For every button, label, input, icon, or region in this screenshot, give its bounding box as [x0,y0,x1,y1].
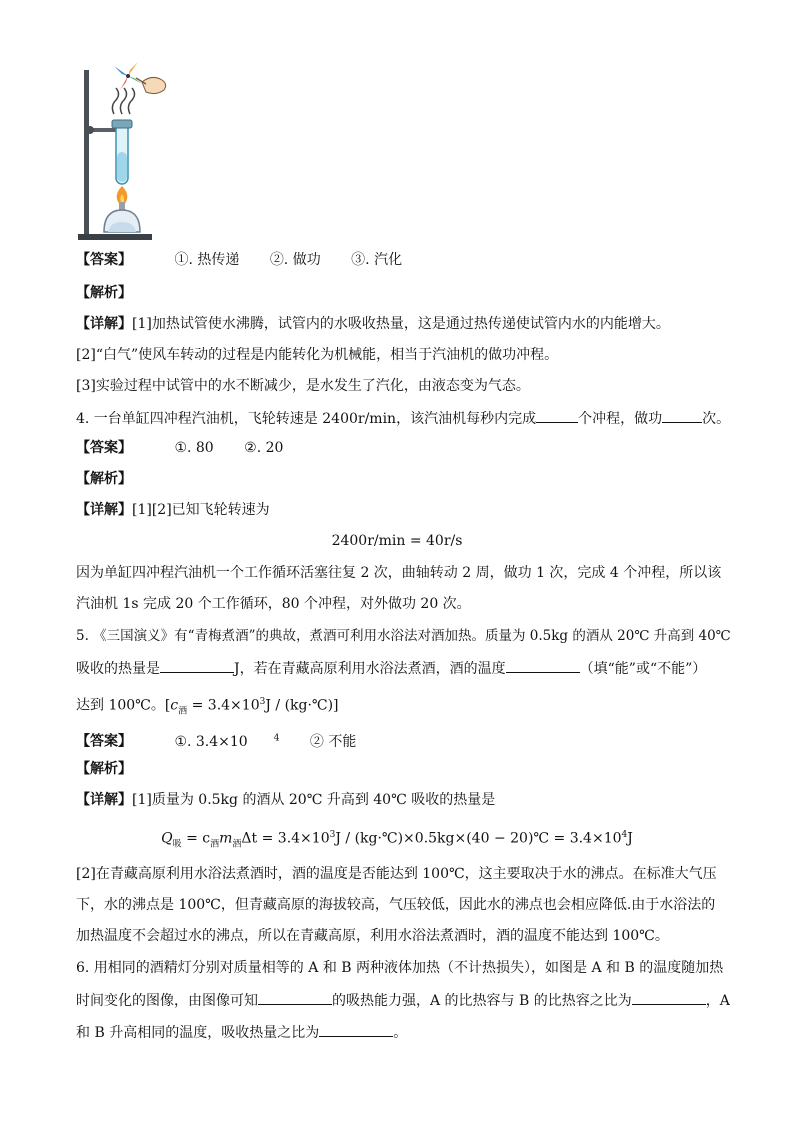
blank [662,408,702,423]
q5-answer-line: 【答案】 ①. 3.4×10 $^4$ ② 不能 [76,733,357,750]
analysis-tag: 【解析】 [76,761,132,777]
blank [506,658,580,673]
blank [536,408,578,423]
q3-answer-line [76,250,428,270]
q4-detail-2: 因为单缸四冲程汽油机一个工作循环活塞往复 2 次，曲轴转动 2 周，做功 1 次，完成 4 个冲程，所以该 [76,565,722,581]
pinwheel [114,62,142,90]
q4-formula: 2400r/min = 40r/s [331,533,463,549]
q5-stem-2: 吸收的热量是 J，若在青藏高原利用水浴法煮酒，酒的温度 （填“能”或“不能”） [76,658,706,679]
iron-stand-base [78,234,152,240]
q4-answer-line: 【答案】 ①. 80 ②. 20 [76,440,284,456]
q4-detail-1: 【详解】[1][2]已知飞轮转速为 [76,502,270,518]
q5-detail-1: 【详解】[1]质量为 0.5kg 的酒从 20℃ 升高到 40℃ 吸收的热量是 [76,792,496,808]
q3-detail-3: [3]实验过程中试管中的水不断减少，是水发生了汽化，由液态变为气态。 [76,378,530,394]
answer-1: ①. 热传递 [174,252,240,268]
blank [632,990,706,1005]
q5-detail-3: 下，水的沸点是 100℃，但青藏高原的海拔较高，气压较低，因此水的沸点也会相应降低.由于水浴法的 [76,897,716,913]
answer-1: ①. 3.4×10 $^4$ [174,733,280,750]
q3-detail-1: 【详解】[1]加热试管使水沸腾，试管内的水吸收热量，这是通过热传递使试管内水的内能增大。 [76,316,670,332]
q4-stem: 4. 一台单缸四冲程汽油机，飞轮转速是 2400r/min，该汽油机每秒内完成 个冲程，做功 次。 [76,408,730,429]
q5-stem-3: 达到 100℃。[$c_酒 = 3.4\times 10^3J$ / (kg·℃)] [76,697,339,717]
answer-1: ①. 80 [174,440,214,456]
answer-tag: 【答案】 [76,252,132,268]
answer-2: ② 不能 [309,733,357,750]
q6-stem-1: 6. 用相同的酒精灯分别对质量相等的 A 和 B 两种液体加热（不计热损失），如图是 A 和 B 的温度随加热 [76,960,724,976]
steam [112,88,118,114]
q3-detail-2: [2]“白气”使风车转动的过程是内能转化为机械能，相当于汽油机的做功冲程。 [76,347,559,363]
q5-stem-1: 5. 《三国演义》有“青梅煮酒”的典故，煮酒可利用水浴法对酒加热。质量为 0.5kg 的酒从 20℃ 升高到 40℃ [76,628,731,644]
blank [258,990,332,1005]
blank [160,658,234,673]
iron-stand-rod [84,70,89,238]
q5-detail-2: [2]在青藏高原利用水浴法煮酒时，酒的温度是否能达到 100℃，这主要取决于水的沸点。在标准大气压 [76,866,717,882]
answer-3: ③. 汽化 [351,252,403,268]
answer-2: ②. 20 [244,440,284,456]
q5-detail-4: 加热温度不会超过水的沸点，所以在青藏高原，利用水浴法煮酒时，酒的温度不能达到 100℃。 [76,928,669,944]
analysis-tag: 【解析】 [76,471,132,487]
q6-stem-2: 时间变化的图像，由图像可知 的吸热能力强，A 的比热容与 B 的比热容之比为 ，A [76,990,730,1011]
hand [142,77,166,93]
q4-detail-3: 汽油机 1s 完成 20 个工作循环，80 个冲程，对外做功 20 次。 [76,596,471,612]
analysis-tag: 【解析】 [76,285,132,301]
q5-formula: $Q_吸 = c_酒m_酒\Delta t = 3.4\times 10^3J$ / (kg·℃)×0.5kg×(40 − 20)℃ = $3.4\times 10^4J$ [161,830,633,850]
experiment-figure [70,56,180,246]
blank [319,1022,393,1037]
q6-stem-3: 和 B 升高相同的温度，吸收热量之比为 。 [76,1022,407,1043]
answer-2: ②. 做功 [269,252,321,268]
